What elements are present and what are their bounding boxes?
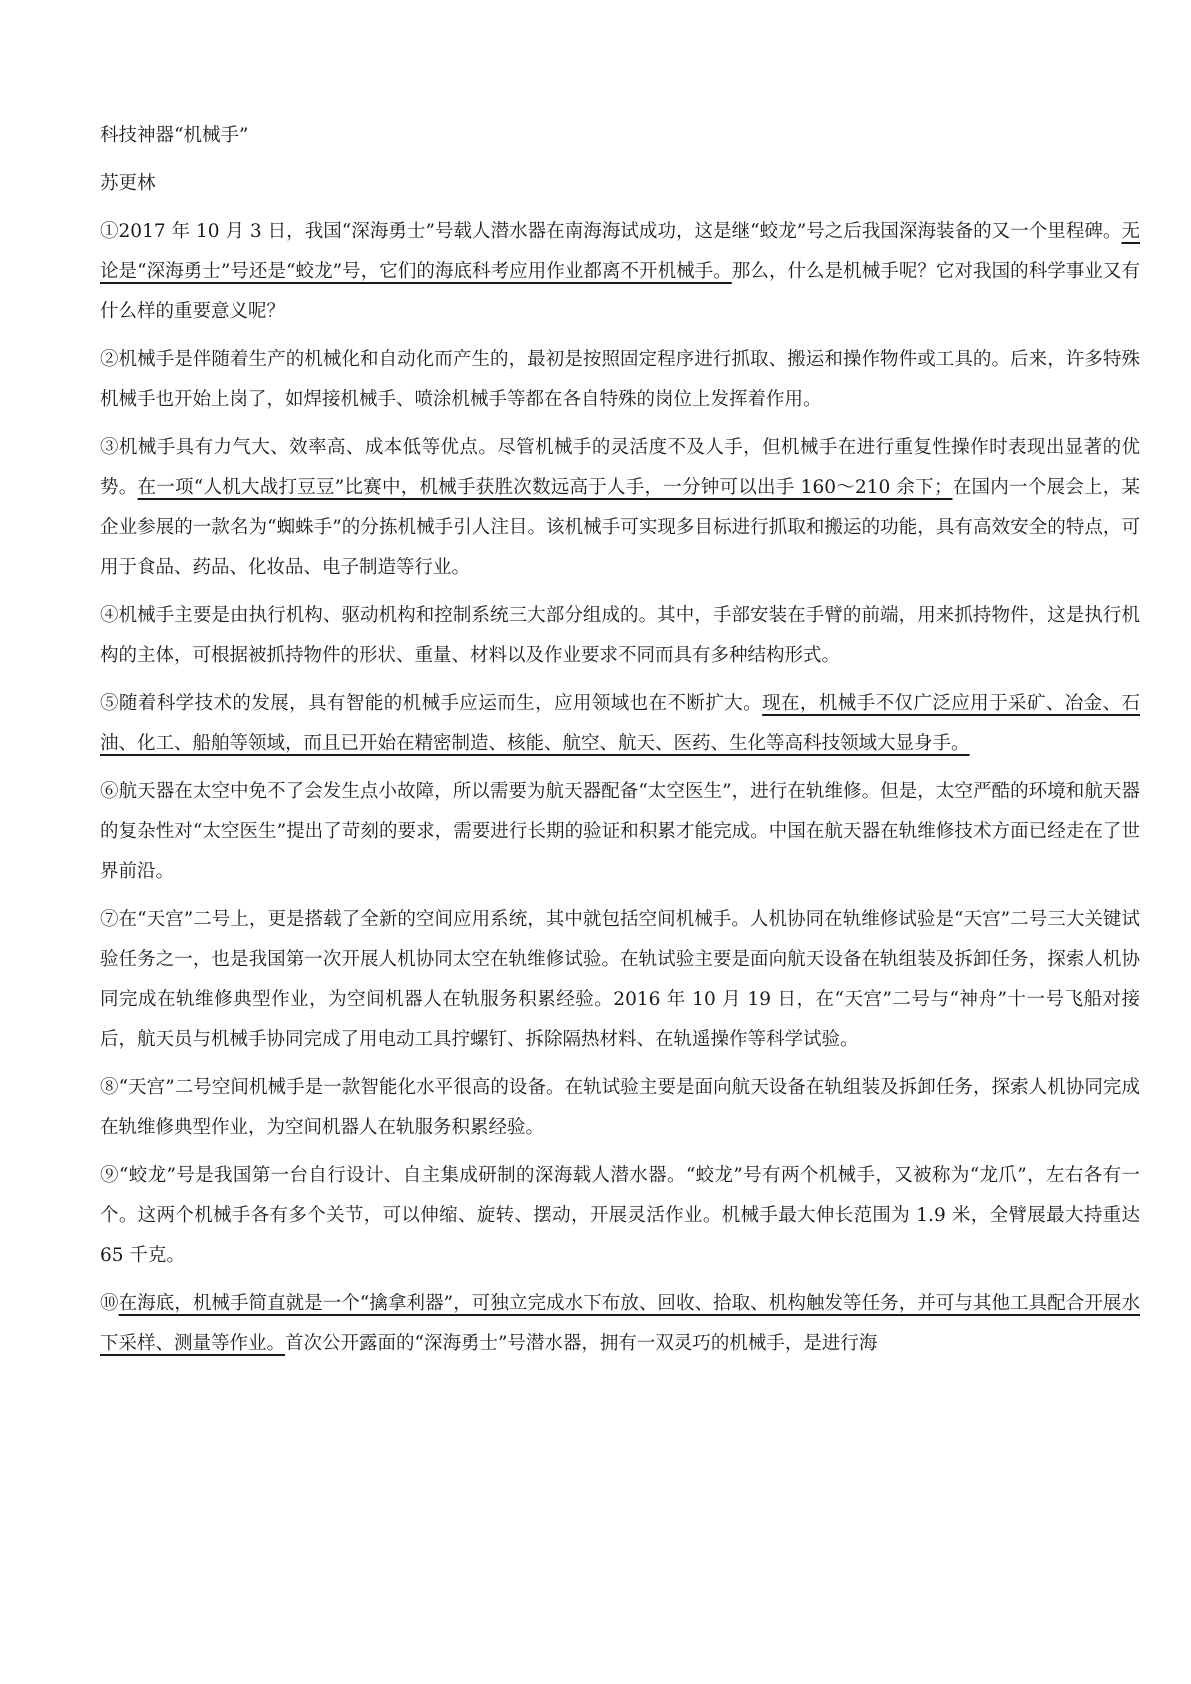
paragraph: [100, 596, 1140, 676]
paragraph-text: ⑧“天宫”二号空间机械手是一款智能化水平很高的设备。在轨试验主要是面向航天设备在轨组装及拆卸任务，探索人机协同完成在轨维修典型作业，为空间机器人在轨服务积累经验。: [100, 1077, 1140, 1138]
paragraph: [100, 900, 1140, 1060]
paragraph-text: ⑥航天器在太空中免不了会发生点小故障，所以需要为航天器配备“太空医生”，进行在轨维修。但是，太空严酷的环境和航天器的复杂性对“太空医生”提出了苛刻的要求，需要进行长期的验证和积累才能完成。中国在航天器在轨维修技术方面已经走在了世界前沿。: [100, 781, 1140, 882]
article-body: [100, 116, 1140, 1372]
underlined-sentence: 现在，机械手不仅广泛应用于采矿、冶金、石油、化工、船舶等领域，而且已开始在精密制造、核能、航空、航天、医药、生化等高科技领域大显身手。: [100, 693, 1140, 754]
article-author: 苏更林: [100, 173, 156, 194]
paragraph-text: ⑨“蛟龙”号是我国第一台自行设计、自主集成研制的深海载人潜水器。“蛟龙”号有两个机械手，又被称为“龙爪”，左右各有一个。这两个机械手各有多个关节，可以伸缩、旋转、摆动，开展灵活作业。机械手最大伸长范围为 1.9 米，全臂展最大持重达 65 千克。: [100, 1165, 1140, 1266]
paragraph-list: [100, 212, 1140, 1364]
paragraph-text: ③机械手具有力气大、效率高、成本低等优点。尽管机械手的灵活度不及人手，但机械手在进行重复性操作时表现出显著的优势。: [100, 437, 1140, 498]
underlined-sentence: 在海底，机械手简直就是一个“擒拿利器”，可独立完成水下布放、回收、拾取、机构触发等任务，并可与其他工具配合开展水下采样、测量等作业。: [100, 1293, 1140, 1354]
paragraph-text: 首次公开露面的“深海勇士”号潜水器，拥有一双灵巧的机械手，是进行海: [285, 1333, 878, 1354]
paragraph: [100, 428, 1140, 588]
paragraph-text: 那么，什么是机械手呢？它对我国的科学事业又有什么样的重要意义呢？: [100, 261, 1140, 322]
paragraph: [100, 1156, 1140, 1276]
underlined-sentence: 在一项“人机大战打豆豆”比赛中，机械手获胜次数远高于人手，一分钟可以出手 160～210 余下；: [137, 477, 953, 498]
paragraph-text: ①2017 年 10 月 3 日，我国“深海勇士”号载人潜水器在南海海试成功，这是继“蛟龙”号之后我国深海装备的又一个里程碑。: [100, 221, 1122, 242]
paragraph: [100, 772, 1140, 892]
paragraph: [100, 212, 1140, 332]
underlined-sentence: 无论是“深海勇士”号还是“蛟龙”号，它们的海底科考应用作业都离不开机械手。: [100, 221, 1140, 282]
paragraph-text: ⑩: [100, 1293, 119, 1314]
paragraph: [100, 1284, 1140, 1364]
paragraph-text: ②机械手是伴随着生产的机械化和自动化而产生的，最初是按照固定程序进行抓取、搬运和操作物件或工具的。后来，许多特殊机械手也开始上岗了，如焊接机械手、喷涂机械手等都在各自特殊的岗位上发挥着作用。: [100, 349, 1140, 410]
paragraph-text: 在国内一个展会上，某企业参展的一款名为“蜘蛛手”的分拣机械手引人注目。该机械手可实现多目标进行抓取和搬运的功能，具有高效安全的特点，可用于食品、药品、化妆品、电子制造等行业。: [100, 477, 1140, 578]
paragraph-text: ⑤随着科学技术的发展，具有智能的机械手应运而生，应用领域也在不断扩大。: [100, 693, 763, 714]
paragraph-text: ④机械手主要是由执行机构、驱动机构和控制系统三大部分组成的。其中，手部安装在手臂的前端，用来抓持物件，这是执行机构的主体，可根据被抓持物件的形状、重量、材料以及作业要求不同而具有多种结构形式。: [100, 605, 1140, 666]
paragraph: [100, 1068, 1140, 1148]
paragraph-text: ⑦在“天宫”二号上，更是搭载了全新的空间应用系统，其中就包括空间机械手。人机协同在轨维修试验是“天宫”二号三大关键试验任务之一，也是我国第一次开展人机协同太空在轨维修试验。在轨试验主要是面向航天设备在轨组装及拆卸任务，探索人机协同完成在轨维修典型作业，为空间机器人在轨服务积累经验。2016 年 10 月 19 日，在“天宫”二号与“神舟”十一号飞船对接后，航天员与机械手协同完成了用电动工具拧螺钉、拆除隔热材料、在轨遥操作等科学试验。: [100, 909, 1140, 1050]
article-title: 科技神器“机械手”: [100, 125, 249, 146]
paragraph: [100, 340, 1140, 420]
paragraph: [100, 684, 1140, 764]
